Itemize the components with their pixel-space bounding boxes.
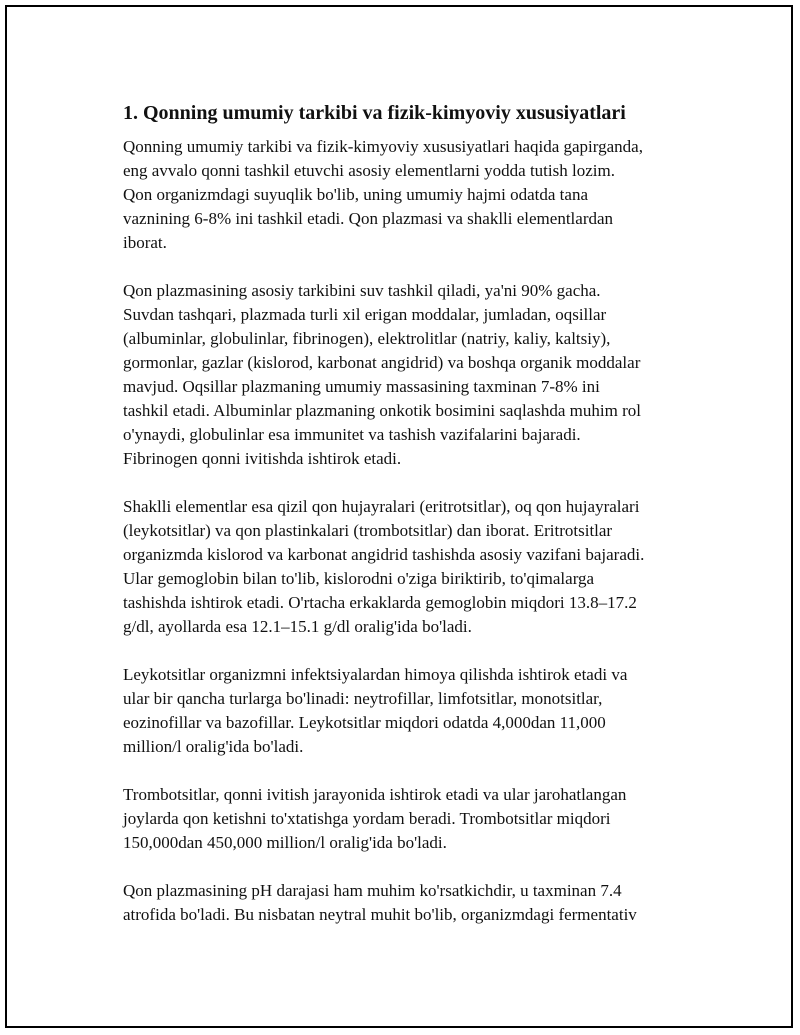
text-line: g/dl, ayollarda esa 12.1–15.1 g/dl oralig'ida bo'ladi. [123, 617, 472, 636]
text-line: (albuminlar, globulinlar, fibrinogen), elektrolitlar (natriy, kaliy, kaltsiy), [123, 329, 611, 348]
text-line: tashkil etadi. Albuminlar plazmaning onkotik bosimini saqlashda muhim rol [123, 401, 641, 420]
text-line: Qonning umumiy tarkibi va fizik-kimyoviy xususiyatlari haqida gapirganda, [123, 137, 643, 156]
text-line: organizmda kislorod va karbonat angidrid tashishda asosiy vazifani bajaradi. [123, 545, 645, 564]
text-line: Trombotsitlar, qonni ivitish jarayonida ishtirok etadi va ular jarohatlangan [123, 785, 627, 804]
text-line: gormonlar, gazlar (kislorod, karbonat angidrid) va boshqa organik moddalar [123, 353, 641, 372]
text-line: mavjud. Oqsillar plazmaning umumiy massasining taxminan 7-8% ini [123, 377, 600, 396]
text-line: joylarda qon ketishni to'xtatishga yordam beradi. Trombotsitlar miqdori [123, 809, 611, 828]
text-line: Suvdan tashqari, plazmada turli xil erigan moddalar, jumladan, oqsillar [123, 305, 607, 324]
text-line: iborat. [123, 233, 167, 252]
text-line: Ular gemoglobin bilan to'lib, kislorodni o'ziga biriktirib, to'qimalarga [123, 569, 595, 588]
section-heading: 1. Qonning umumiy tarkibi va fizik-kimyoviy xususiyatlari [123, 102, 626, 124]
text-line: o'ynaydi, globulinlar esa immunitet va tashish vazifalarini bajaradi. [123, 425, 581, 444]
text-line: Qon plazmasining asosiy tarkibini suv tashkil qiladi, ya'ni 90% gacha. [123, 281, 601, 300]
paragraph-4 [123, 663, 693, 759]
text-line: Fibrinogen qonni ivitishda ishtirok etadi. [123, 449, 402, 468]
text-line: Qon organizmdagi suyuqlik bo'lib, uning umumiy hajmi odatda tana [123, 185, 588, 204]
text-line: vaznining 6-8% ini tashkil etadi. Qon plazmasi va shaklli elementlardan [123, 209, 614, 228]
text-line: ular bir qancha turlarga bo'linadi: neytrofillar, limfotsitlar, monotsitlar, [123, 689, 603, 708]
text-line: eozinofillar va bazofillar. Leykotsitlar miqdori odatda 4,000dan 11,000 [123, 713, 606, 732]
text-line: atrofida bo'ladi. Bu nisbatan neytral muhit bo'lib, organizmdagi fermentativ [123, 905, 637, 924]
paragraph-2 [123, 279, 693, 471]
text-line: million/l oralig'ida bo'ladi. [123, 737, 304, 756]
page-frame [5, 5, 793, 1028]
paragraph-3 [123, 495, 693, 639]
text-line: 150,000dan 450,000 million/l oralig'ida bo'ladi. [123, 833, 447, 852]
text-line: Qon plazmasining pH darajasi ham muhim ko'rsatkichdir, u taxminan 7.4 [123, 881, 622, 900]
text-line: Leykotsitlar organizmni infektsiyalardan himoya qilishda ishtirok etadi va [123, 665, 628, 684]
document-body [123, 100, 693, 951]
text-line: (leykotsitlar) va qon plastinkalari (trombotsitlar) dan iborat. Eritrotsitlar [123, 521, 613, 540]
text-line: Shaklli elementlar esa qizil qon hujayralari (eritrotsitlar), oq qon hujayralari [123, 497, 640, 516]
text-line: tashishda ishtirok etadi. O'rtacha erkaklarda gemoglobin miqdori 13.8–17.2 [123, 593, 637, 612]
paragraph-6 [123, 879, 693, 927]
text-line: eng avvalo qonni tashkil etuvchi asosiy elementlarni yodda tutish lozim. [123, 161, 615, 180]
paragraph-1 [123, 135, 693, 255]
paragraph-5 [123, 783, 693, 855]
